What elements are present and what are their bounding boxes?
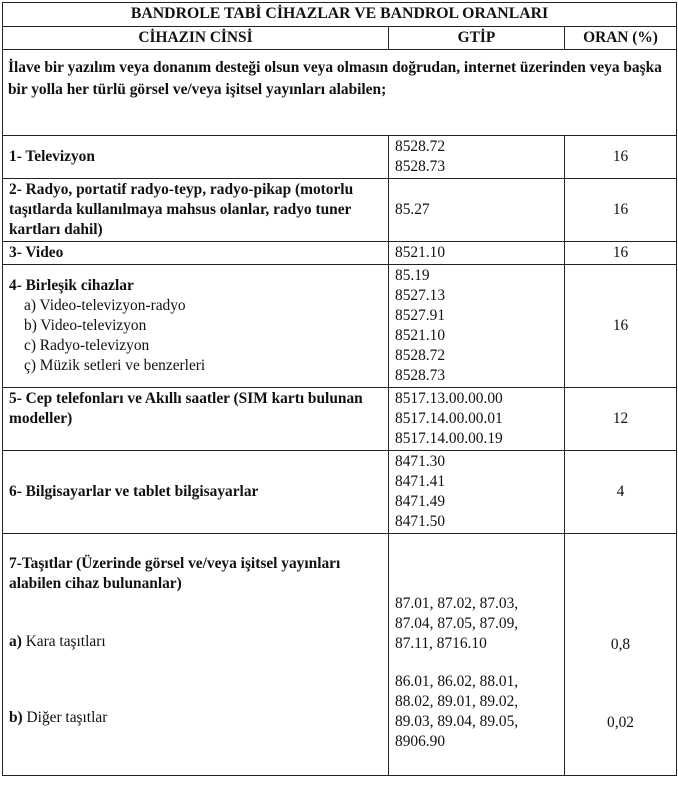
row-7b-codes: 86.01, 86.02, 88.01, 88.02, 89.01, 89.02, 89.03, 89.04, 89.05, 8906.90	[395, 673, 519, 750]
row-3-rate: 16	[565, 242, 677, 265]
row-7a-label: a) Kara taşıtları	[9, 633, 106, 650]
table-row	[3, 451, 677, 534]
row-7-title: 7-Taşıtlar (Üzerinde görsel ve/veya işitsel yayınları alabilen cihaz bulunanlar)	[9, 555, 341, 592]
table-row	[3, 242, 677, 265]
row-5-name: 5- Cep telefonları ve Akıllı saatler (SIM kartı bulunan modeller)	[3, 388, 389, 451]
table-row	[3, 534, 677, 776]
row-2-rate: 16	[565, 179, 677, 242]
row-7-rate	[565, 534, 677, 776]
row-2-name: 2- Radyo, portatif radyo-teyp, radyo-pikap (motorlu taşıtlarda kullanılmaya mahsus olanlar, radyo tuner kartları dahil)	[3, 179, 389, 242]
row-3-codes: 8521.10	[389, 242, 565, 265]
row-2-codes: 85.27	[389, 179, 565, 242]
row-7b-label: b) Diğer taşıtlar	[9, 709, 108, 726]
row-3-name: 3- Video	[3, 242, 389, 265]
row-5-rate: 12	[565, 388, 677, 451]
row-1-name: 1- Televizyon	[3, 136, 389, 179]
row-7-name	[3, 534, 389, 776]
table-row	[3, 136, 677, 179]
row-5-codes: 8517.13.00.00.00 8517.14.00.00.01 8517.14.00.00.19	[389, 388, 565, 451]
row-6-name: 6- Bilgisayarlar ve tablet bilgisayarlar	[3, 451, 389, 534]
table-row	[3, 265, 677, 388]
row-7a-codes: 87.01, 87.02, 87.03, 87.04, 87.05, 87.09, 87.11, 8716.10	[395, 595, 519, 652]
row-1-codes: 8528.72 8528.73	[389, 136, 565, 179]
row-6-codes: 8471.30 8471.41 8471.49 8471.50	[389, 451, 565, 534]
header-device-type: CİHAZIN CİNSİ	[3, 27, 389, 50]
row-7b-rate: 0,02	[607, 714, 634, 731]
table-row	[3, 179, 677, 242]
intro-text: İlave bir yazılım veya donanım desteği olsun veya olmasın doğrudan, internet üzerinden veya başka bir yolla her türlü görsel ve/veya işitsel yayınları alabilen;	[3, 50, 677, 136]
header-rate: ORAN (%)	[565, 27, 677, 50]
row-6-rate: 4	[565, 451, 677, 534]
table-title: BANDROLE TABİ CİHAZLAR VE BANDROL ORANLARI	[3, 3, 677, 27]
row-4-codes: 85.19 8527.13 8527.91 8521.10 8528.72 8528.73	[389, 265, 565, 388]
row-4-rate: 16	[565, 265, 677, 388]
device-rate-table	[2, 2, 677, 776]
row-7-codes	[389, 534, 565, 776]
row-7a-rate: 0,8	[610, 636, 631, 653]
row-1-rate: 16	[565, 136, 677, 179]
table-row	[3, 388, 677, 451]
header-gtip: GTİP	[389, 27, 565, 50]
row-4-name: 4- Birleşik cihazlar a) Video-televizyon-radyo b) Video-televizyon c) Radyo-televizyon ç) Müzik setleri ve benzerleri	[3, 265, 389, 388]
